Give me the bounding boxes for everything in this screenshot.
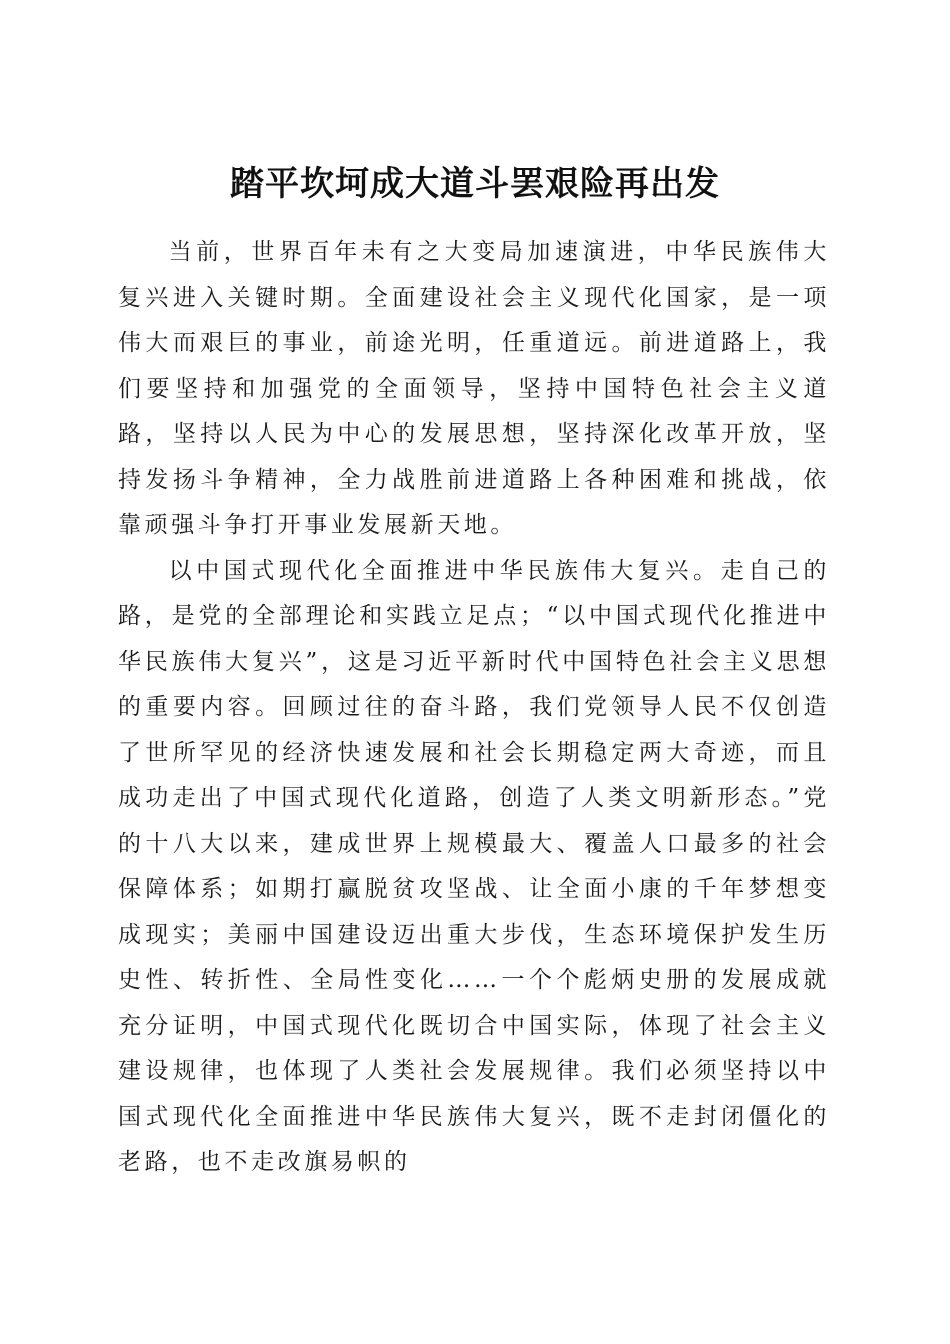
paragraph: 当前，世界百年未有之大变局加速演进，中华民族伟大复兴进入关键时期。全面建设社会主义现代化国家，是一项伟大而艰巨的事业，前途光明，任重道远。前进道路上，我们要坚持和加强党的全面领导，坚持中国特色社会主义道路，坚持以人民为中心的发展思想，坚持深化改革开放，坚持发扬斗争精神，全力战胜前进道路上各种困难和挑战，依靠顽强斗争打开事业发展新天地。 — [118, 239, 830, 538]
document-title: 踏平坎坷成大道斗罢艰险再出发 — [230, 163, 720, 204]
document-body — [118, 230, 830, 1186]
paragraph: 以中国式现代化全面推进中华民族伟大复兴。走自己的路，是党的全部理论和实践立足点；“以中国式现代化推进中华民族伟大复兴”，这是习近平新时代中国特色社会主义思想的重要内容。回顾过往的奋斗路，我们党领导人民不仅创造了世所罕见的经济快速发展和社会长期稳定两大奇迹，而且成功走出了中国式现代化道路，创造了人类文明新形态。”党的十八大以来，建成世界上规模最大、覆盖人口最多的社会保障体系；如期打赢脱贫攻坚战、让全面小康的千年梦想变成现实；美丽中国建设迈出重大步伐，生态环境保护发生历史性、转折性、全局性变化……一个个彪炳史册的发展成就充分证明，中国式现代化既切合中国实际，体现了社会主义建设规律，也体现了人类社会发展规律。我们必须坚持以中国式现代化全面推进中华民族伟大复兴，既不走封闭僵化的老路，也不走改旗易帜的 — [118, 557, 830, 1175]
